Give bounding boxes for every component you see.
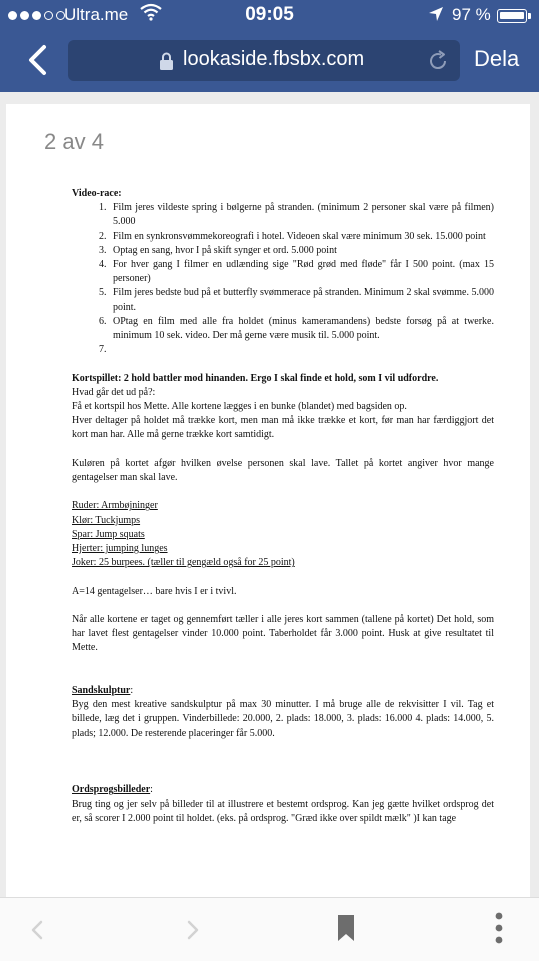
back-chevron-icon[interactable] xyxy=(24,43,52,77)
lock-icon xyxy=(159,52,174,70)
list-item xyxy=(109,343,494,357)
heading-colon: : xyxy=(130,685,134,696)
sandskulptur-text: Byg den mest kreative sandskulptur på max 30 minutter. I må bruge alle de rekvisitter I vil. Tag et billede, læg det i gruppen. Vinderbillede: 20.000, 2. plads: 18.000, 3. plads: 16.000 4. plads: 14.000, 5. plads; 12.000. De resterende placeringer får 5.000. xyxy=(72,699,494,739)
suit-rule: Ruder: Armbøjninger xyxy=(72,500,158,512)
browser-header xyxy=(0,0,539,92)
reload-icon[interactable] xyxy=(426,49,450,73)
share-button[interactable]: Dela xyxy=(474,46,520,71)
page-indicator: 2 av 4 xyxy=(44,129,104,154)
sandskulptur-heading xyxy=(72,684,494,698)
kortspillet-paragraph: Kuløren på kortet afgør hvilken øvelse personen skal lave. Tallet på kortet angiver hvor mange gentagelser man skal lave. xyxy=(72,457,494,484)
battery-percent: 97 % xyxy=(452,5,491,24)
suit-rule: Joker: 25 burpees. (tæller til gengæld også for 25 point) xyxy=(72,557,295,569)
suit-rule: Hjerter: jumping lunges xyxy=(72,543,168,555)
document-page xyxy=(6,104,530,897)
list-item: 6. OPtag en film med alle fra holdet (minus kameramandens) bedste forsøg på at twerke. minimum 10 sek. video. Der må gerne være musik til. 5.000 point. xyxy=(109,315,494,343)
list-item: 1. Film jeres vildeste spring i bølgerne på stranden. (minimum 2 personer skal være på filmen) 5.000 xyxy=(109,201,494,229)
kortspillet-result: Når alle kortene er taget og gennemført tæller i alle jeres kort sammen (tallene på kortet) Det hold, som har lavet flest gentagelser vinder 10.000 point. Taberholdet får 3.000 point. Husk at give resultatet til Mette. xyxy=(72,614,494,654)
prev-page-icon[interactable] xyxy=(30,919,44,941)
list-item: 5. Film jeres bedste bud på et butterfly svømmerace på stranden. Minimum 2 skal svømme. 5.000 point. xyxy=(109,286,494,314)
battery-icon xyxy=(497,9,527,23)
video-race-list xyxy=(72,201,494,357)
kortspillet-paragraph: Få et kortspil hos Mette. Alle kortene lægges i en bunke (blandet) med bagsiden op. xyxy=(72,401,407,413)
kortspillet-paragraph: Hver deltager på holdet må trække kort, men man må ikke trække et kort, før man har færdiggjort det kort man har. Alle må gerne trække kort samtidigt. xyxy=(72,415,494,441)
bookmark-icon[interactable] xyxy=(337,914,355,942)
list-item: 4. For hver gang I filmer en udlænding sige "Rød grød med fløde" får I 500 point. (max 15 personer) xyxy=(109,258,494,286)
video-race-heading: Video-race: xyxy=(72,188,122,199)
battery-tip xyxy=(528,13,531,19)
carrier-label: Ultra.me xyxy=(64,5,129,24)
more-options-icon[interactable] xyxy=(494,912,504,944)
url-text[interactable]: lookaside.fbsbx.com xyxy=(183,48,365,70)
list-item: 2. Film en synkronsvømmekoreografi i hotel. Videoen skal være minimum 30 sek. 15.000 point xyxy=(109,230,494,244)
suit-rule: Spar: Jump squats xyxy=(72,528,145,540)
ordsprog-heading xyxy=(72,783,494,797)
ace-note: A=14 gentagelser… bare hvis I er i tvivl. xyxy=(72,585,237,597)
document-content xyxy=(72,187,494,826)
list-item: 3. Optag en sang, hvor I på skift synger et ord. 5.000 point xyxy=(109,244,494,258)
ordsprog-text: Brug ting og jer selv på billeder til at illustrere et bestemt ordsprog. Kan jeg gætte hvilket ordsprog det er, så scorer I 2.000 point til holdet. (eks. på ordsprog. "Græd ikke over spildt mælk" )I kan tage xyxy=(72,798,494,824)
kortspillet-question: Hvad går det ud på?: xyxy=(72,386,156,398)
clock: 09:05 xyxy=(245,4,294,25)
ordsprog-title: Ordsprogsbilleder xyxy=(72,784,151,796)
sandskulptur-title: Sandskulptur xyxy=(72,685,131,696)
next-page-icon[interactable] xyxy=(186,919,200,941)
heading-colon: : xyxy=(150,784,153,796)
location-arrow-icon xyxy=(428,6,444,22)
suit-rule: Klør: Tuckjumps xyxy=(72,514,141,526)
kortspillet-heading: Kortspillet: 2 hold battler mod hinanden. Ergo I skal finde et hold, som I vil udfordre. xyxy=(72,372,439,384)
bottom-toolbar xyxy=(0,897,539,961)
url-bar[interactable] xyxy=(68,40,460,81)
status-bar xyxy=(0,0,539,30)
